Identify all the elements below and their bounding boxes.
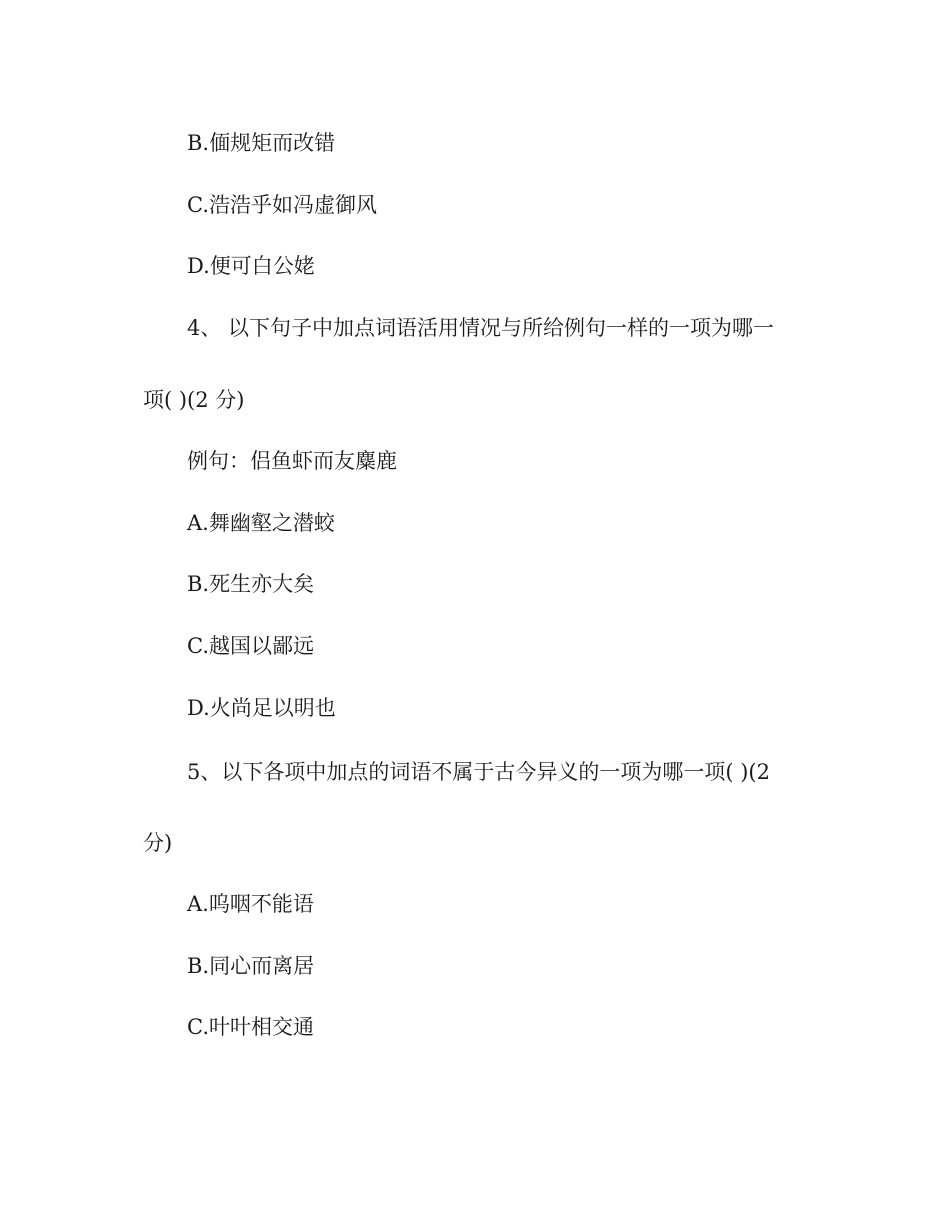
question-5-stem: 5、以下各项中加点的词语不属于古今异义的一项为哪一项( )(2	[187, 760, 770, 784]
option-b-q4: B.死生亦大矣	[187, 572, 315, 596]
option-a-q5: A.呜咽不能语	[187, 892, 314, 916]
question-4-stem-continued: 项( )(2 分)	[143, 388, 245, 412]
option-c-q3: C.浩浩乎如冯虚御风	[187, 193, 377, 217]
option-b-q3: B.偭规矩而改错	[187, 131, 336, 155]
option-d-q3: D.便可白公姥	[187, 254, 315, 278]
option-b-q5: B.同心而离居	[187, 954, 315, 978]
option-c-q4: C.越国以鄙远	[187, 634, 314, 658]
question-5-stem-continued: 分)	[143, 831, 173, 855]
option-a-q4: A.舞幽壑之潜蛟	[187, 511, 335, 535]
option-c-q5: C.叶叶相交通	[187, 1015, 314, 1039]
question-4-stem: 4、 以下句子中加点词语活用情况与所给例句一样的一项为哪一	[187, 316, 775, 340]
option-d-q4: D.火尚足以明也	[187, 696, 336, 720]
question-4-example: 例句：侣鱼虾而友麋鹿	[187, 449, 397, 473]
